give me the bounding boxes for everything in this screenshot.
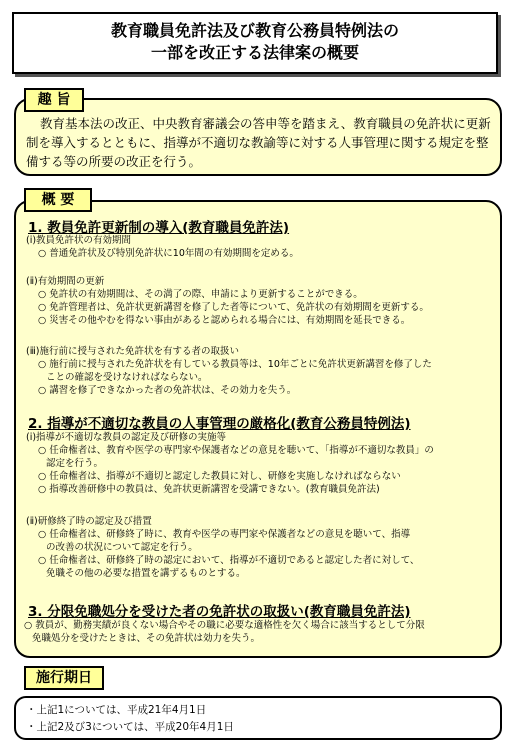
list-item: ○ 指導改善研修中の教員は、免許状更新講習を受講できない。(教育職員免許法) (38, 484, 380, 495)
section-1-sub-2: (ⅱ)有効期間の更新 (26, 276, 105, 287)
section-2-heading: 2. 指導が不適切な教員の人事管理の厳格化(教育公務員特例法) (28, 416, 411, 432)
shushi-label: 趣 旨 (24, 88, 84, 112)
shiko-label: 施行期日 (24, 666, 104, 690)
list-item: ○ 免許管理者は、免許状更新講習を修了した者等について、免許状の有効期間を更新する。 (38, 302, 429, 313)
list-item: ○ 教員が、勤務実績が良くない場合やその職に必要な適格性を欠く場合に該当するとして分限 (24, 620, 425, 631)
list-item-continuation: 認定を行う。 (46, 458, 104, 469)
shushi-panel (14, 98, 502, 176)
list-item: ○ 任命権者は、指導が不適切と認定した教員に対し、研修を実施しなければならない (38, 471, 401, 482)
list-item: ○ 任命権者は、研修終了時に、教育や医学の専門家や保護者などの意見を聴いて、指導 (38, 529, 411, 540)
shushi-text: 教育基本法の改正、中央教育審議会の答申等を踏まえ、教育職員の免許状に更新制を導入するとともに、指導が不適切な教諭等に対する人事管理に関する規定を整備する等の所要の改正を行う。 (26, 116, 491, 169)
list-item: ○ 免許状の有効期間は、その満了の際、申請により更新することができる。 (38, 289, 363, 300)
list-item: ○ 普通免許状及び特別免許状に10年間の有効期間を定める。 (38, 248, 299, 259)
section-3-heading: 3. 分限免職処分を受けた者の免許状の取扱い(教育職員免許法) (28, 604, 411, 620)
title-line-2: 一部を改正する法律案の概要 (150, 43, 359, 62)
shiko-panel (14, 696, 502, 740)
shiko-line-1: ・上記1については、平成21年4月1日 (26, 704, 207, 716)
list-item: ○ 任命権者は、教育や医学の専門家や保護者などの意見を聴いて、「指導が不適切な教員」の (38, 445, 434, 456)
section-2-sub-1: (ⅰ)指導が不適切な教員の認定及び研修の実施等 (26, 432, 227, 443)
list-item: ○ 施行前に授与された免許状を有している教員等は、10年ごとに免許状更新講習を修了した (38, 359, 432, 370)
list-item-continuation: 免職処分を受けたときは、その免許状は効力を失う。 (32, 633, 261, 644)
gaiyo-label: 概 要 (24, 188, 92, 212)
list-item-continuation: 免職その他の必要な措置を講ずるものとする。 (46, 568, 246, 579)
document-title-box (12, 12, 498, 74)
section-2-sub-2: (ⅱ)研修終了時の認定及び措置 (26, 516, 152, 527)
list-item: ○ 災害その他やむを得ない事由があると認められる場合には、有効期間を延長できる。 (38, 315, 411, 326)
list-item-continuation: の改善の状況について認定を行う。 (46, 542, 198, 553)
list-item: ○ 任命権者は、研修終了時の認定において、指導が不適切であると認定した者に対して、 (38, 555, 420, 566)
shiko-line-2: ・上記2及び3については、平成20年4月1日 (26, 721, 234, 733)
list-item-continuation: ことの確認を受けなければならない。 (46, 372, 208, 383)
section-1-sub-3: (ⅲ)施行前に授与された免許状を有する者の取扱い (26, 346, 239, 357)
gaiyo-panel (14, 200, 502, 658)
list-item: ○ 講習を修了できなかった者の免許状は、その効力を失う。 (38, 385, 297, 396)
section-1-sub-1: (ⅰ)教員免許状の有効期間 (26, 235, 132, 246)
section-1-heading: 1. 教員免許更新制の導入(教育職員免許法) (28, 220, 290, 236)
title-line-1: 教育職員免許法及び教育公務員特例法の (110, 21, 399, 40)
